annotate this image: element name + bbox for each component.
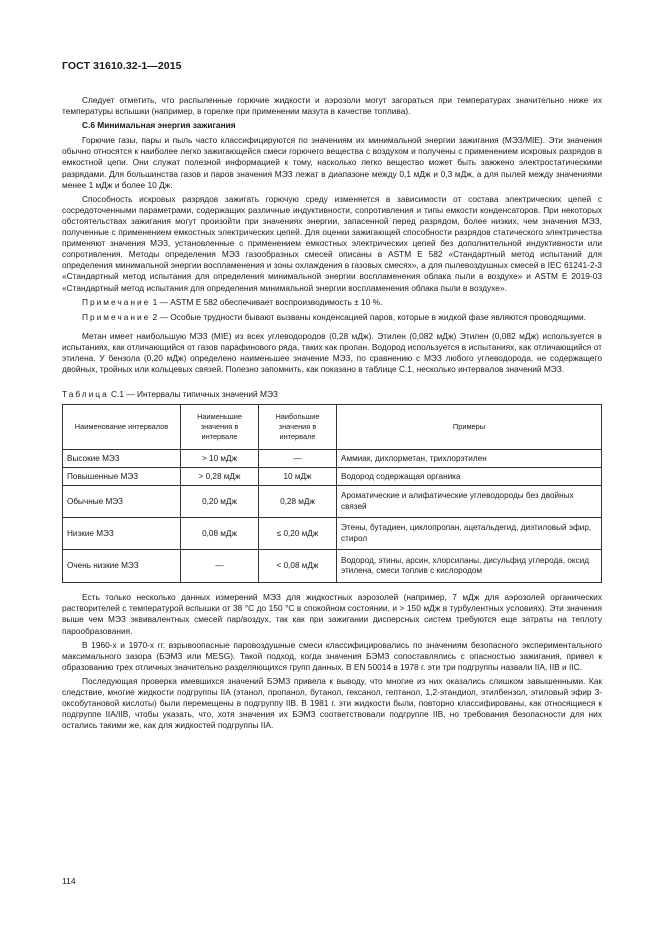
section-title: С.6 Минимальная энергия зажигания <box>82 120 236 131</box>
examples-cell: Водород, этины, арсин, хлорсиланы, дисульфид углерода, оксид этилена, смеси топлив с кислородом <box>337 550 602 583</box>
page-number: 114 <box>62 876 76 886</box>
min-value-cell: — <box>181 550 259 583</box>
note-label: Примечание <box>82 296 151 307</box>
interval-name-cell: Очень низкие МЭЗ <box>63 550 181 583</box>
column-header: Наименование интервалов <box>63 405 181 450</box>
column-header: Наибольшие значения в интервале <box>259 405 337 450</box>
page-content <box>62 95 602 734</box>
interval-name-cell: Низкие МЭЗ <box>63 518 181 550</box>
examples-cell: Ароматические и алифатические углеводороды без двойных связей <box>337 486 602 518</box>
note-1 <box>62 297 602 308</box>
note-text: 1 — ASTM E 582 обеспечивает воспроизводимость ± 10 %. <box>150 296 383 307</box>
table-row <box>63 450 602 468</box>
interval-name-cell: Высокие МЭЗ <box>63 450 181 468</box>
note-label: Примечание <box>82 311 151 322</box>
interval-name-cell: Обычные МЭЗ <box>63 486 181 518</box>
paragraph: Способность искровых разрядов зажигать горючую среду изменяется в зависимости от состава электрических цепей с сосредоточенными параметрами, содержащих различные индуктивности, сопротивления и типы емкости конденсаторов. При некоторых обстоятельствах зажигания могут произойти при значениях энергии, запасенной перед разрядом, более низких, чем значения МЭЗ, полученные с применением емкостных электрических цепей. Для оценки зажигающей способности разрядов статического электричества применяют значения МЭЗ, установленные с применением емкостных электрических цепей без дополнительной индуктивности или сопротивления. Методы определения МЭЗ газообразных смесей описаны в ASTM E 582 «Стандартный метод испытаний для определения минимальной энергии воспламенения и зоны охлаждения в газовых смесях», а для пылевоздушных смесей в IEC 61241-2-3 «Стандартный метод испытания для определения минимальной энергии воспламенения облака пыли в воздухе» и ASTM E 2019-03 «Стандартный метод испытания для определения минимальной энергии воспламенения облака пыли в воздухе». <box>62 193 602 293</box>
paragraph: Следует отметить, что распыленные горючие жидкости и аэрозоли могут загораться при температурах значительно ниже их температуры вспышки (например, в горелке при применении мазута в качестве топлива). <box>62 95 602 117</box>
max-value-cell: — <box>259 450 337 468</box>
table-row <box>63 550 602 583</box>
table-row <box>63 518 602 550</box>
examples-cell: Водород содержащая органика <box>337 468 602 486</box>
max-value-cell: < 0,08 мДж <box>259 550 337 583</box>
paragraph: Горючие газы, пары и пыль часто классифицируются по значениям их минимальной энергии зажигания (МЭЗ/MIE). Эти значения обычно относятся к наиболее легко зажигающейся смеси горючего вещества с воздухом и получены с применением искровых разрядов в емкостной цепи. Они служат полезной информацией к тому, насколько легко вещество может быть зажжено электростатическими разрядами. Для большинства газов и паров значения МЭЗ лежат в диапазоне между 0,1 мДж и 0,3 мДж, а для пылей между значениями менее 1 мДж и более 10 Дж. <box>62 135 602 190</box>
interval-name-cell: Повышенные МЭЗ <box>63 468 181 486</box>
max-value-cell: 10 мДж <box>259 468 337 486</box>
max-value-cell: 0,28 мДж <box>259 486 337 518</box>
min-value-cell: > 0,28 мДж <box>181 468 259 486</box>
paragraph: Есть только несколько данных измерений МЭЗ для жидкостных аэрозолей (например, 7 мДж для аэрозолей органических растворителей с температурой вспышки от 38 °С до 150 °С в спокойном состоянии, и > 150 мДж в турбулентных условиях). Эти значения выше чем МЭЗ эквивалентных смесей пар/воздух, так как при зажигании дисперсных систем требуются еще затраты на теплоту парообразования. <box>62 592 602 636</box>
table-caption <box>62 389 602 400</box>
paragraph: Последующая проверка имевшихся значений БЭМЗ привела к выводу, что многие из них оказались слишком завышенными. Как следствие, многие жидкости подгруппы IIA (этанол, пропанол, бутанол, гексанол, гептанол, 1,2-этандиол, этилбензол, этиловый эфир 3-оксобутановой кислоты) были перемещены в подгруппу IIB. В 1981 г. эти жидкости были, повторно классифированы, как относящиеся к подгруппе IIA/IIB, чтобы указать, что, хотя значения их БЭМЗ соответствовали подгруппе IIB, но требования безопасности для них остались такими же, как для жидкостей подгруппы IIA. <box>62 675 602 731</box>
mee-table <box>62 404 602 583</box>
document-header: ГОСТ 31610.32-1—2015 <box>62 60 182 72</box>
table-row <box>63 486 602 518</box>
note-2 <box>62 312 602 323</box>
table-caption-label: Таблица <box>62 389 109 400</box>
column-header: Наименьшие значения в интервале <box>181 405 259 450</box>
min-value-cell: > 10 мДж <box>181 450 259 468</box>
paragraph: В 1960-х и 1970-х гг. взрывоопасные паровоздушные смеси классифицировались по значениям безопасного экспериментального максимального зазора (БЭМЗ или MESG). Такой подход, когда значения БЭМЗ сопоставлялись с опасностью зажигания, привел к образованию трех отличных значительно разделяющихся групп данных. В EN 50014 в 1978 г. эти три подгруппы назвали IIA, IIB и IIC. <box>62 639 602 672</box>
min-value-cell: 0,08 мДж <box>181 518 259 550</box>
examples-cell: Этены, бутадиен, циклопропан, ацетальдегид, диэтиловый эфир, стирол <box>337 518 602 550</box>
min-value-cell: 0,20 мДж <box>181 486 259 518</box>
column-header: Примеры <box>337 405 602 450</box>
note-text: 2 — Особые трудности бывают вызваны конденсацией паров, которые в жидкой фазе являются проводящими. <box>150 311 587 322</box>
table-header-row <box>63 405 602 450</box>
table-caption-text: С.1 — Интервалы типичных значений МЭЗ <box>108 389 278 400</box>
max-value-cell: ≤ 0,20 мДж <box>259 518 337 550</box>
paragraph: Метан имеет наибольшую МЭЗ (MIE) из всех углеводородов (0,28 мДж). Этилен (0,082 мДж) Этилен (0,082 мДж) используется в испытаниях, как отличающийся от газов парафинового ряда, таких как пропан. Водород используется в испытаниях, как отличающийся от этилена. У бензола (0,20 мДж) определено наименьшее значение МЭЗ, по сравнению с МЭЗ любого углеводорода, не содержащего двойных, тройных или кольцевых связей. Полезно запомнить, как показано в таблице С.1, несколько интервалов значений МЭЗ. <box>62 330 602 375</box>
examples-cell: Аммиак, дихлорметан, трихлорэтилен <box>337 450 602 468</box>
table-row <box>63 468 602 486</box>
